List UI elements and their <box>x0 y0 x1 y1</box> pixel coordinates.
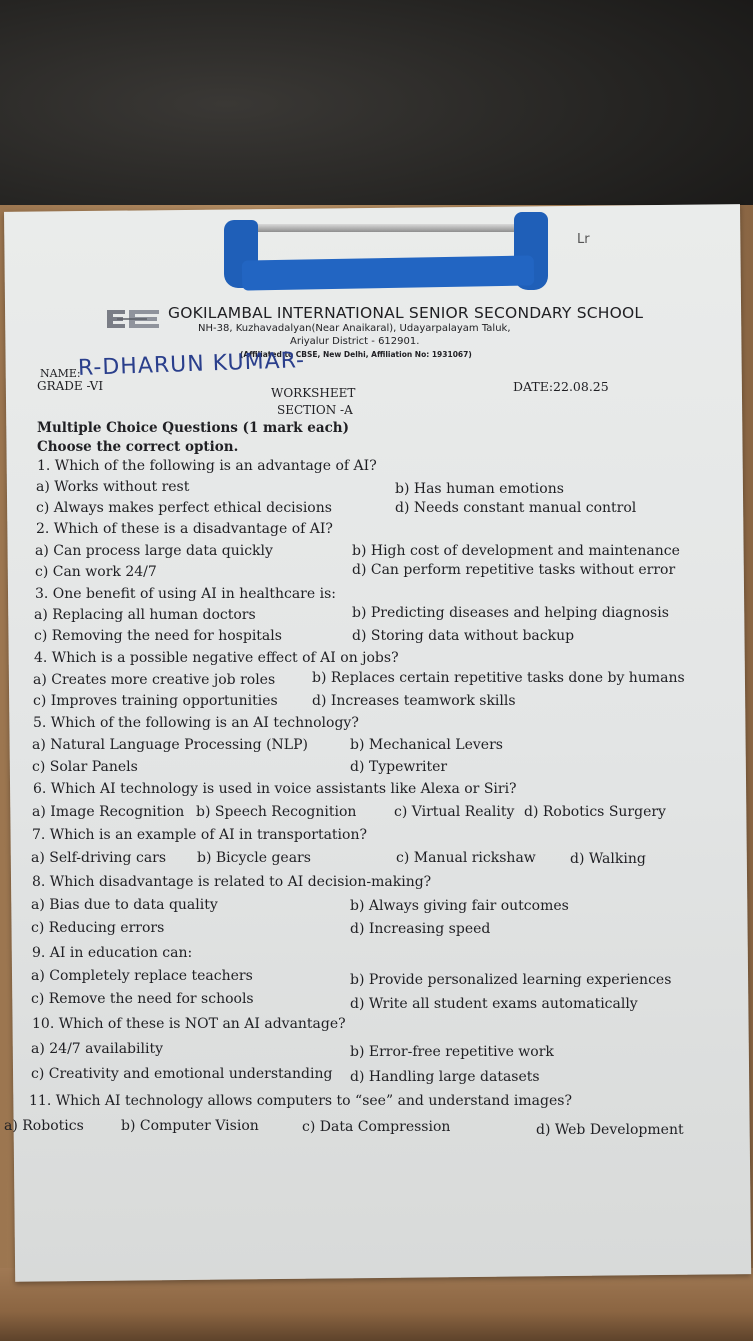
q11-option-c: c) Data Compression <box>302 1119 451 1135</box>
q5-option-c: c) Solar Panels <box>32 759 138 775</box>
q4-option-a: a) Creates more creative job roles <box>33 672 276 688</box>
q10-option-b: b) Error-free repetitive work <box>350 1044 554 1060</box>
question-10: 10. Which of these is NOT an AI advantage? <box>32 1016 346 1032</box>
q1-option-b: b) Has human emotions <box>395 481 564 497</box>
worksheet-title: WORKSHEET <box>271 386 356 400</box>
q3-option-d: d) Storing data without backup <box>352 628 575 644</box>
q11-option-d: d) Web Development <box>536 1122 684 1138</box>
q4-option-b: b) Replaces certain repetitive tasks done by humans <box>312 670 685 686</box>
q4-option-c: c) Improves training opportunities <box>33 693 278 709</box>
q5-option-d: d) Typewriter <box>350 759 448 775</box>
q5-option-a: a) Natural Language Processing (NLP) <box>32 737 308 753</box>
instruction-line2: Choose the correct option. <box>37 439 239 455</box>
q7-option-a: a) Self-driving cars <box>31 850 167 866</box>
q1-option-d: d) Needs constant manual control <box>395 500 637 516</box>
question-1: 1. Which of the following is an advantage of AI? <box>37 458 377 474</box>
q3-option-a: a) Replacing all human doctors <box>34 607 256 623</box>
q3-option-c: c) Removing the need for hospitals <box>34 628 282 644</box>
q6-option-d: d) Robotics Surgery <box>524 804 666 820</box>
q11-option-a: a) Robotics <box>4 1118 84 1134</box>
q5-option-b: b) Mechanical Levers <box>350 737 503 753</box>
question-9: 9. AI in education can: <box>32 945 193 961</box>
question-4: 4. Which is a possible negative effect of AI on jobs? <box>34 650 399 666</box>
pencil-mark: Lr <box>577 232 590 247</box>
school-name: GOKILAMBAL INTERNATIONAL SENIOR SECONDARY SCHOOL <box>168 304 644 322</box>
q1-option-a: a) Works without rest <box>36 479 190 495</box>
q10-option-c: c) Creativity and emotional understanding <box>31 1066 333 1082</box>
question-7: 7. Which is an example of AI in transportation? <box>32 827 367 843</box>
q10-option-d: d) Handling large datasets <box>350 1069 540 1085</box>
q2-option-b: b) High cost of development and maintenance <box>352 543 680 559</box>
school-address-line2: Ariyalur District - 612901. <box>290 336 420 347</box>
worksheet-date: DATE:22.08.25 <box>513 379 609 394</box>
grade-label: GRADE -VI <box>37 379 104 393</box>
q4-option-d: d) Increases teamwork skills <box>312 693 516 709</box>
q7-option-b: b) Bicycle gears <box>197 850 311 866</box>
question-8: 8. Which disadvantage is related to AI decision-making? <box>32 874 432 890</box>
q6-option-b: b) Speech Recognition <box>196 804 357 820</box>
q8-option-c: c) Reducing errors <box>31 920 165 936</box>
q7-option-c: c) Manual rickshaw <box>396 850 536 866</box>
instruction-line1: Multiple Choice Questions (1 mark each) <box>37 420 349 436</box>
q2-option-c: c) Can work 24/7 <box>35 564 157 580</box>
question-5: 5. Which of the following is an AI technology? <box>33 715 359 731</box>
section-title: SECTION -A <box>277 403 353 417</box>
q9-option-a: a) Completely replace teachers <box>31 968 253 984</box>
question-6: 6. Which AI technology is used in voice assistants like Alexa or Siri? <box>33 781 517 797</box>
name-label: NAME: <box>40 367 81 380</box>
question-3: 3. One benefit of using AI in healthcare is: <box>35 586 336 602</box>
q11-option-b: b) Computer Vision <box>121 1118 259 1134</box>
q6-option-a: a) Image Recognition <box>32 804 185 820</box>
q9-option-d: d) Write all student exams automatically <box>350 996 638 1012</box>
question-11: 11. Which AI technology allows computers to “see” and understand images? <box>29 1093 572 1109</box>
school-address-line1: NH-38, Kuzhavadalyan(Near Anaikaral), Udayarpalayam Taluk, <box>198 323 511 334</box>
q2-option-a: a) Can process large data quickly <box>35 543 273 559</box>
q2-option-d: d) Can perform repetitive tasks without error <box>352 562 676 578</box>
school-affiliation: (Affiliated to CBSE, New Delhi, Affiliation No: 1931067) <box>240 350 472 359</box>
student-name-handwritten: R-DHARUN KUMAR- <box>77 348 306 381</box>
question-2: 2. Which of these is a disadvantage of AI? <box>36 521 333 537</box>
q8-option-b: b) Always giving fair outcomes <box>350 898 569 914</box>
q9-option-b: b) Provide personalized learning experiences <box>350 972 672 988</box>
q10-option-a: a) 24/7 availability <box>31 1041 163 1057</box>
q3-option-b: b) Predicting diseases and helping diagnosis <box>352 605 669 621</box>
q6-option-c: c) Virtual Reality <box>394 804 515 820</box>
q8-option-d: d) Increasing speed <box>350 921 491 937</box>
q7-option-d: d) Walking <box>570 851 646 867</box>
q8-option-a: a) Bias due to data quality <box>31 897 218 913</box>
q1-option-c: c) Always makes perfect ethical decisions <box>36 500 332 516</box>
q9-option-c: c) Remove the need for schools <box>31 991 254 1007</box>
school-logo-icon <box>103 306 163 332</box>
